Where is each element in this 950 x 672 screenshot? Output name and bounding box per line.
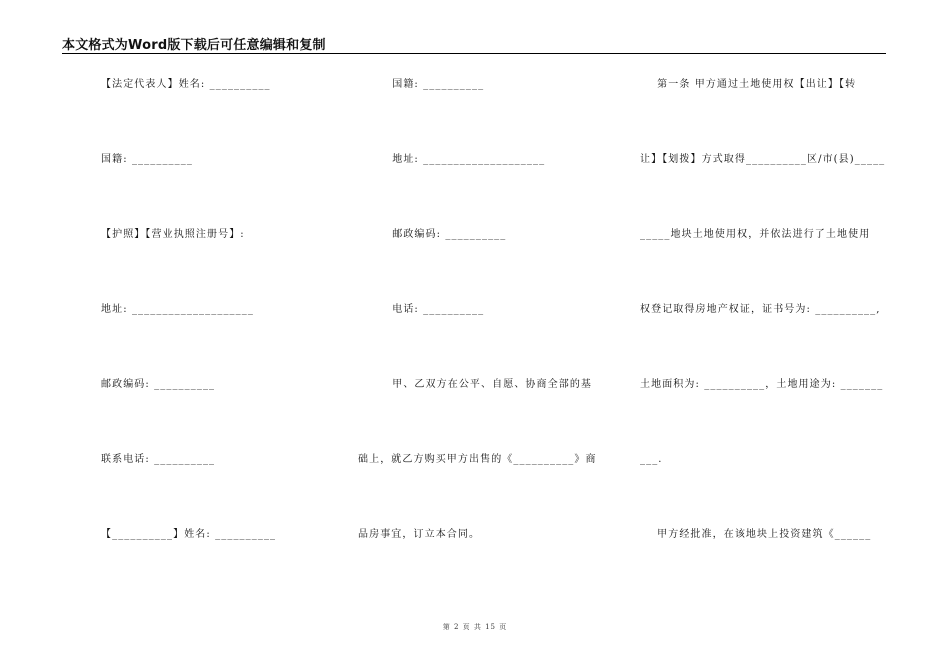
text-line: 甲、乙双方在公平、自愿、协商全部的基 — [358, 379, 593, 390]
text-line: 邮政编码: __________ — [101, 379, 216, 390]
text-line: 土地面积为: __________，土地用途为: _______ — [640, 379, 884, 390]
text-line: 地址: ____________________ — [358, 154, 546, 165]
text-line: 权登记取得房地产权证，证书号为: __________, — [640, 304, 881, 315]
text-line: 品房事宜，订立本合同。 — [358, 529, 481, 540]
page-header — [62, 34, 886, 54]
text-line: 让】【划拨】方式取得__________区/市(县)_____ — [640, 154, 886, 165]
text-line: ___. — [640, 454, 663, 465]
text-line: 地址: ____________________ — [101, 304, 254, 315]
text-line: 础上，就乙方购买甲方出售的《__________》商 — [358, 454, 597, 465]
text-line: _____地块土地使用权，并依法进行了土地使用 — [640, 229, 871, 240]
text-line: 邮政编码: __________ — [358, 229, 507, 240]
text-line: 国籍: __________ — [358, 79, 485, 90]
text-line: 国籍: __________ — [101, 154, 193, 165]
text-line: 联系电话: __________ — [101, 454, 216, 465]
text-line: 【法定代表人】姓名: __________ — [101, 79, 271, 90]
text-line: 甲方经批准，在该地块上投资建筑《______ — [640, 529, 872, 540]
header-title: 本文格式为Word版下载后可任意编辑和复制 — [62, 38, 326, 53]
text-line: 【__________】姓名: __________ — [101, 529, 277, 540]
text-line: 第一条 甲方通过土地使用权【出让】【转 — [640, 79, 857, 90]
page-number: 第 2 页 共 15 页 — [442, 623, 508, 631]
text-line: 【护照】【营业执照注册号】: — [101, 229, 245, 240]
text-line: 电话: __________ — [358, 304, 485, 315]
